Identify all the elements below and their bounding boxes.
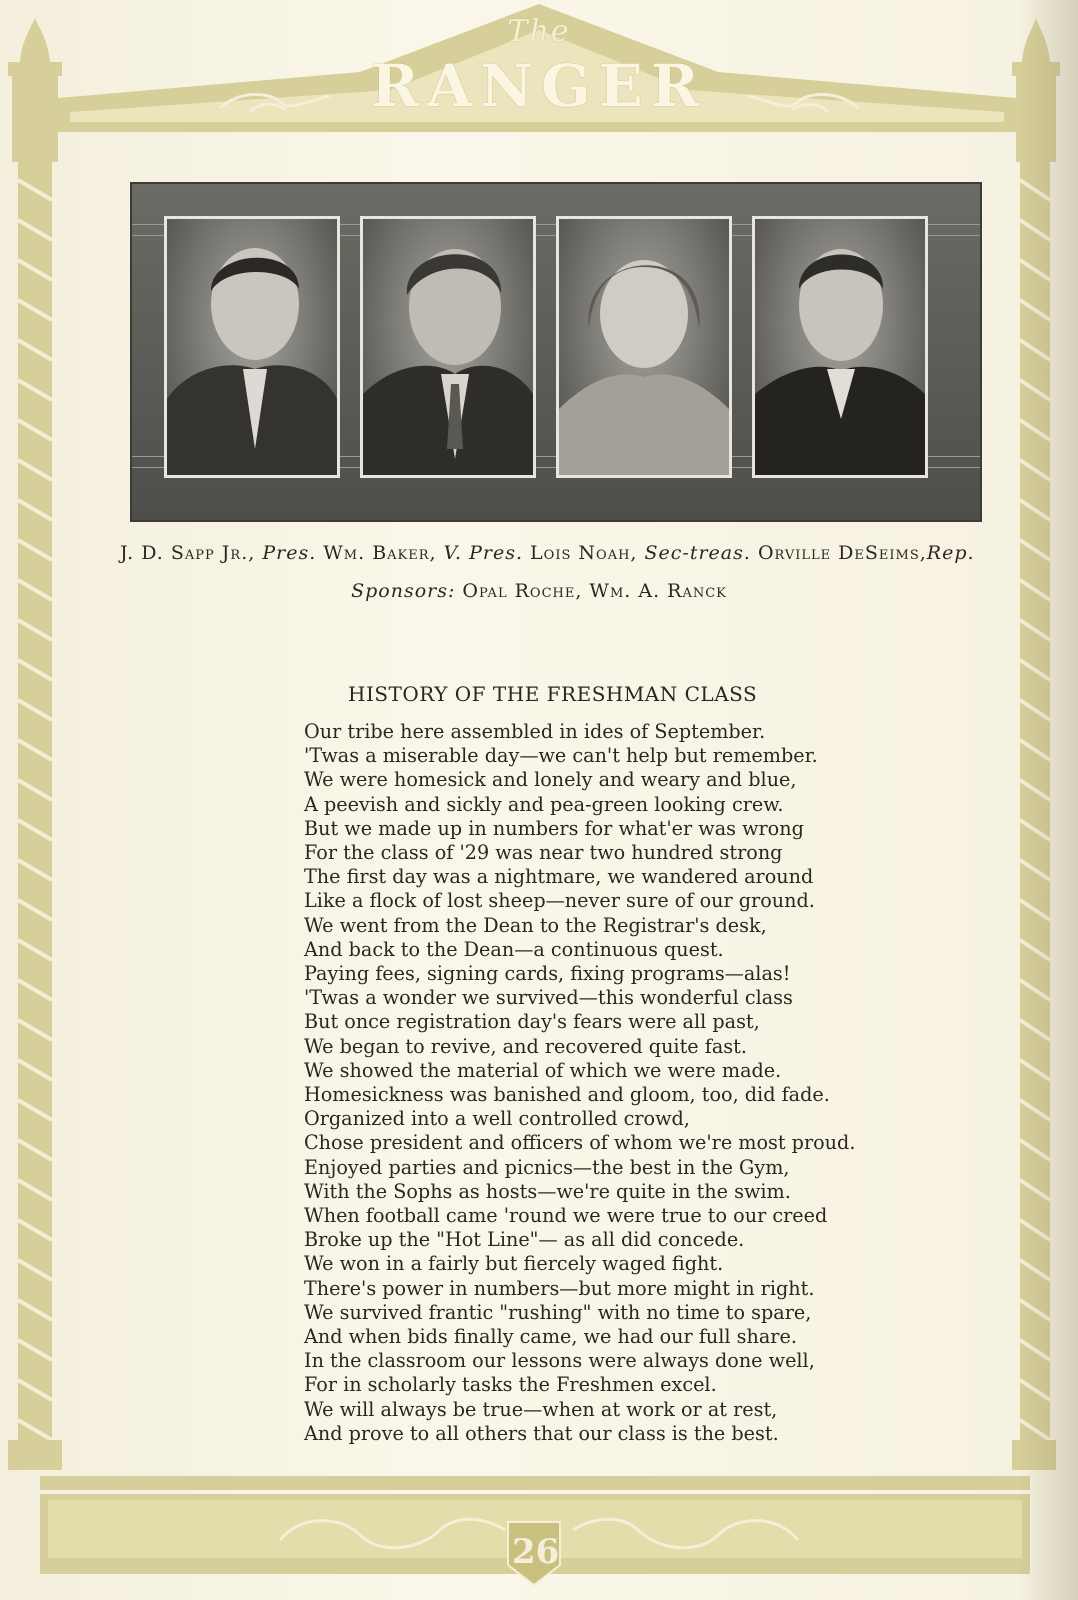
- poem-line: 'Twas a wonder we survived—this wonderful class: [304, 986, 793, 1010]
- poem-line: But we made up in numbers for what'er was wrong: [304, 816, 804, 840]
- poem-body: [304, 720, 904, 1446]
- poem-title: HISTORY OF THE FRESHMAN CLASS: [348, 682, 758, 706]
- portrait-photo: [755, 219, 925, 475]
- sponsors-caption: [0, 580, 1078, 602]
- officers-photo-panel: [130, 182, 982, 522]
- poem-line: Enjoyed parties and picnics—the best in the Gym,: [304, 1155, 790, 1179]
- poem-line: For the class of '29 was near two hundred strong: [304, 841, 783, 865]
- page-edge-shadow: [1018, 0, 1078, 1600]
- poem-line: We will always be true—when at work or at rest,: [304, 1397, 778, 1421]
- page-number: 26: [512, 1532, 560, 1572]
- sponsors-names: Opal Roche, Wm. A. Ranck: [455, 580, 727, 602]
- poem-line: With the Sophs as hosts—we're quite in the swim.: [304, 1179, 791, 1203]
- portrait-noah: [556, 216, 732, 478]
- officers-caption: [120, 542, 1000, 564]
- portrait-photo: [167, 219, 337, 475]
- poem-line: Like a flock of lost sheep—never sure of our ground.: [304, 889, 815, 913]
- poem-line: And back to the Dean—a continuous quest.: [304, 937, 724, 961]
- caption-name-2: Wm. Baker,: [316, 542, 444, 564]
- poem-line: 'Twas a miserable day—we can't help but remember.: [304, 744, 818, 768]
- caption-role-2: V. Pres.: [443, 542, 524, 564]
- poem-line: Paying fees, signing cards, fixing programs—alas!: [304, 962, 791, 986]
- header-title: RANGER: [370, 52, 708, 120]
- poem-line: When football came 'round we were true to our creed: [304, 1204, 828, 1228]
- caption-name-4: Orville DeSeims,: [750, 542, 927, 564]
- portrait-sapp: [164, 216, 340, 478]
- poem-line: A peevish and sickly and pea-green looking crew.: [304, 792, 784, 816]
- poem-line: We survived frantic "rushing" with no time to spare,: [304, 1300, 812, 1324]
- poem-line: We won in a fairly but fiercely waged fight.: [304, 1252, 724, 1276]
- portrait-photo: [559, 219, 729, 475]
- portrait-photo: [363, 219, 533, 475]
- poem-line: Chose president and officers of whom we're most proud.: [304, 1131, 856, 1155]
- poem-line: And when bids finally came, we had our full share.: [304, 1325, 797, 1349]
- caption-role-1: Pres.: [262, 542, 317, 564]
- poem-line: There's power in numbers—but more might in right.: [304, 1276, 815, 1300]
- header-the: The: [507, 14, 571, 49]
- poem-line: In the classroom our lessons were always done well,: [304, 1349, 815, 1373]
- caption-name-3: Lois Noah,: [523, 542, 645, 564]
- poem-line: The first day was a nightmare, we wandered around: [304, 865, 814, 889]
- poem-line: But once registration day's fears were all past,: [304, 1010, 760, 1034]
- poem-line: Homesickness was banished and gloom, too, did fade.: [304, 1083, 830, 1107]
- portrait-deseims: [752, 216, 928, 478]
- poem-line: We were homesick and lonely and weary and blue,: [304, 768, 797, 792]
- poem-line: We began to revive, and recovered quite fast.: [304, 1034, 747, 1058]
- poem-line: We showed the material of which we were made.: [304, 1058, 782, 1082]
- poem-line: Broke up the "Hot Line"— as all did concede.: [304, 1228, 745, 1252]
- poem-line: And prove to all others that our class is the best.: [304, 1421, 779, 1445]
- caption-role-3: Sec-treas.: [644, 542, 751, 564]
- poem-line: Organized into a well controlled crowd,: [304, 1107, 690, 1131]
- poem-line: For in scholarly tasks the Freshmen excel.: [304, 1373, 717, 1397]
- caption-role-4: Rep.: [926, 542, 975, 564]
- portrait-baker: [360, 216, 536, 478]
- poem-line: Our tribe here assembled in ides of September.: [304, 720, 766, 743]
- caption-name-1: J. D. Sapp Jr.,: [120, 542, 263, 564]
- sponsors-label: Sponsors:: [351, 580, 456, 602]
- poem-line: We went from the Dean to the Registrar's desk,: [304, 913, 767, 937]
